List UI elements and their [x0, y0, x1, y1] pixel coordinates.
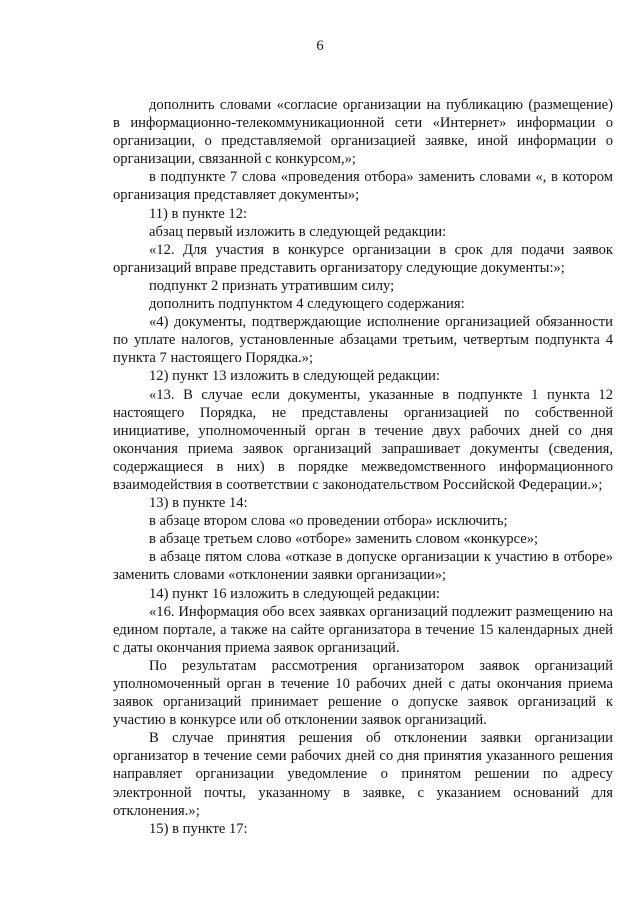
paragraph: «13. В случае если документы, указанные в подпункте 1 пункта 12 настоящего Порядка, не представлены организацией по собственной инициативе, уполномоченный орган в течение двух рабочих дней со дня окончания приема заявок организаций запрашивает документы (сведения, содержащиеся в них) в порядке межведомственного информационного взаимодействия в соответствии с законодательством Российской Федерации.»;: [113, 386, 613, 493]
paragraph: дополнить подпунктом 4 следующего содержания:: [149, 296, 465, 313]
page-number: 6: [316, 38, 324, 54]
paragraph: в абзаце пятом слова «отказе в допуске организации к участию в отборе» заменить словами «отклонении заявки организации»;: [113, 549, 613, 584]
paragraph: в абзаце втором слова «о проведении отбора» исключить;: [149, 513, 508, 530]
paragraph: в абзаце третьем слово «отборе» заменить словом «конкурсе»;: [149, 531, 539, 548]
document-body: [113, 96, 613, 838]
paragraph: в подпункте 7 слова «проведения отбора» заменить словами «, в котором организация представляет документы»;: [113, 169, 613, 204]
paragraph: 15) в пункте 17:: [149, 820, 248, 837]
paragraph: «12. Для участия в конкурсе организации в срок для подачи заявок организаций вправе представить организатору следующие документы:»;: [113, 241, 613, 276]
paragraph: абзац первый изложить в следующей редакции:: [149, 223, 447, 240]
paragraph: В случае принятия решения об отклонении заявки организации организатор в течение семи рабочих дней со дня принятия указанного решения направляет организации уведомление о принятом решении по адресу электронной почты, указанному в заявке, с указанием оснований для отклонения.»;: [113, 730, 613, 819]
paragraph: «16. Информация обо всех заявках организаций подлежит размещению на едином портале, а также на сайте организатора в течение 15 календарных дней с даты окончания приема заявок организаций.: [113, 603, 613, 656]
paragraph: 11) в пункте 12:: [149, 205, 248, 222]
paragraph: 12) пункт 13 изложить в следующей редакции:: [149, 368, 440, 385]
paragraph: «4) документы, подтверждающие исполнение организацией обязанности по уплате налогов, установленные абзацами третьим, четвертым подпункта 4 пункта 7 настоящего Порядка.»;: [113, 314, 613, 367]
paragraph: дополнить словами «согласие организации на публикацию (размещение) в информационно-телекоммуникационной сети «Интернет» информации о организации, о представляемой организацией заявке, иной информации о организации, связанной с конкурсом,»;: [113, 97, 613, 168]
paragraph: По результатам рассмотрения организатором заявок организаций уполномоченный орган в течение 10 рабочих дней с даты окончания приема заявок организаций принимает решение о допуске заявок организаций к участию в конкурсе или об отклонении заявок организаций.: [113, 657, 613, 729]
paragraph: 14) пункт 16 изложить в следующей редакции:: [149, 585, 440, 602]
paragraph: 13) в пункте 14:: [149, 495, 248, 512]
paragraph: подпункт 2 признать утратившим силу;: [149, 277, 395, 294]
